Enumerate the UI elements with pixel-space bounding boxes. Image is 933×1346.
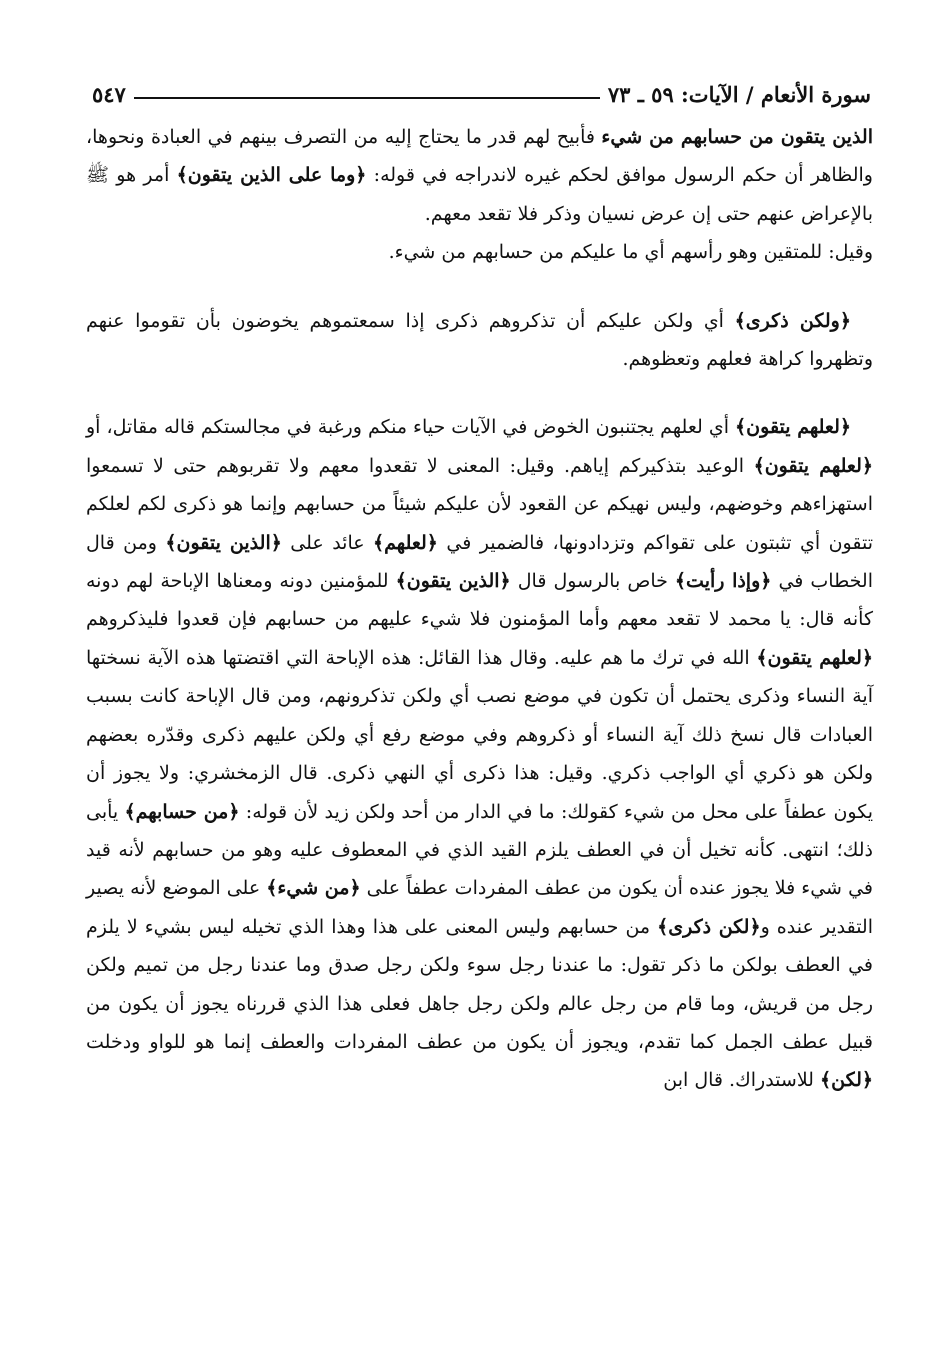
quran-quote: ﴿لعلهم يتقون﴾ xyxy=(753,454,874,477)
paragraph-text: أمر هو ﷺ بالإعراض عنهم حتى إن عرض نسيان وذكر فلا تقعد معهم. xyxy=(86,164,873,225)
quran-quote: الذين يتقون من حسابهم من شيء xyxy=(601,126,874,148)
quran-quote: ﴿لكن ذكرى﴾ xyxy=(657,915,761,938)
paragraph-text: فأبيح لهم قدر ما يحتاج إليه من التصرف بينهم في xyxy=(207,126,602,148)
paragraph-text: الله في ترك ما هم عليه. وقال هذا القائل: هذه الإباحة التي اقتضتها هذه الآية نسختها آية النساء وذكرى يحتمل أن تكون في موضع نصب أي ولكن تذكرونهم، ومن قال الإباحة كانت بسبب العبادات قال نسخ ذلك آية النساء أو ذكروهم وفي موضع رفع أي ولكن عليهم ذكرى وقدّره بعضهم ولكن هو ذكري أي الواجب ذكري. وقيل: هذا ذكرى أي النهي ذكرى. قال الزمخشري: ولا يجوز أن يكون عطفاً على محل من شيء كقولك: ما في الدار من أحد ولكن زيد لأن قوله: xyxy=(86,646,873,823)
quran-quote: ﴿لعلهم يتقون﴾ xyxy=(756,646,873,669)
quran-quote: ﴿لكن﴾ xyxy=(819,1069,873,1092)
quran-quote: ﴿من شيء﴾ xyxy=(266,877,361,900)
header-rule xyxy=(134,97,600,99)
quran-quote: ﴿الذين يتقون﴾ xyxy=(165,531,282,554)
paragraph-2 xyxy=(86,302,873,379)
paragraph-gap xyxy=(86,272,873,302)
quran-quote: ﴿من حسابهم﴾ xyxy=(124,800,240,823)
quran-quote: ﴿لعلهم﴾ xyxy=(373,531,438,554)
paragraph-text: الوعيد بتذكيركم إياهم. وقيل: المعنى لا تقعدوا معهم ولا تقربوهم حتى لا تسمعوا استهزاءهم وخوضهم، وليس نهيكم عن القعود لأن عليكم شيئاً من حسابهم وإنما هو ذكرى لكم لعلكم تتقون أي تثبتون على تقواكم وتزدادونها، فالضمير في xyxy=(86,454,873,554)
quran-quote: ﴿الذين يتقون﴾ xyxy=(395,570,511,593)
paragraph-text: للاستدراك. قال ابن xyxy=(663,1069,820,1092)
paragraph-text: على الموضع لأنه يصير التقدير عنده و xyxy=(86,877,873,938)
paragraph-text: من حسابهم وليس المعنى على هذا وهذا الذي تخيله ليس بشيء لا يلزم في العطف بولكن ما ذكر تقول: ما عندنا رجل سوء ولكن رجل صدق وما عندنا رجل من تميم ولكن رجل من قريش، وما قام من رجل عالم ولكن رجل جاهل فعلى هذا الذي قررناه يجوز أن يكون من قبيل عطف الجمل كما تقدم، ويجوز أن يكون من عطف المفردات والعطف إنما هو للواو ودخلت xyxy=(86,915,873,1053)
paragraph-3 xyxy=(86,408,873,1099)
surah-title: سورة الأنعام / الآيات: ٥٩ ـ ٧٣ xyxy=(607,81,871,107)
paragraph-gap xyxy=(86,378,873,408)
quran-quote: ﴿ولكن ذكرى﴾ xyxy=(734,309,851,332)
paragraph-text: أي لعلهم يجتنبون الخوض في الآيات حياء منكم ورغبة في مجالستكم قاله مقاتل، أو xyxy=(86,416,736,439)
page-header xyxy=(92,76,871,112)
paragraph-text: خاص بالرسول قال xyxy=(510,570,675,593)
page-number: ٥٤٧ xyxy=(92,81,126,107)
paragraph-text: للمؤمنين دونه ومعناها الإباحة لهم دونه كأنه قال: يا محمد لا تقعد معهم وأما المؤمنون فلا شيء عليهم من حسابهم فإن قعدوا فليذكروهم xyxy=(86,570,873,631)
paragraph-text: ومن قال الخطاب في xyxy=(86,531,873,593)
quran-quote: ﴿لعلهم يتقون﴾ xyxy=(735,416,851,439)
body-text xyxy=(86,118,873,1100)
paragraph-1 xyxy=(86,118,873,272)
paragraph-text: أي ولكن عليكم أن تذكروهم ذكرى إذا سمعتموهم يخوضون بأن تقوموا عنهم وتظهروا كراهة فعلهم وتعظوهم. xyxy=(86,309,873,371)
paragraph-text: العبادة ونحوها، والظاهر أن حكم الرسول موافق لحكم غيره لاندراجه في قوله: xyxy=(86,126,873,187)
paragraph-text: وقيل: للمتقين وهو رأسهم أي ما عليكم من حسابهم من شيء. xyxy=(388,241,873,264)
paragraph-text: عائد على xyxy=(281,531,374,554)
paragraph-text: يأبى ذلك؛ انتهى. كأنه تخيل أن في العطف يلزم القيد الذي في المعطوف عليه وهو من حسابهم لأنه قيد في شيء فلا يجوز عنده أن يكون من عطف المفردات عطفاً على xyxy=(86,800,873,900)
quran-quote: ﴿وما على الذين يتقون﴾ xyxy=(176,164,367,187)
quran-quote: ﴿وإذا رأيت﴾ xyxy=(674,570,772,593)
